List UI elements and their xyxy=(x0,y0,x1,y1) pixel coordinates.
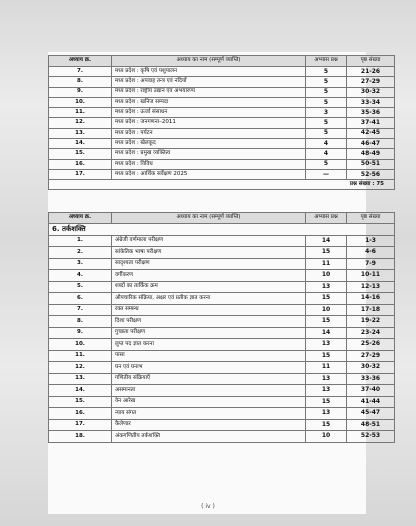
question-count: 3 xyxy=(306,108,347,118)
page-range: 27-29 xyxy=(347,77,395,87)
chapter-name: औपचारिक संक्रिया, अक्षर एवं प्रतीक ज्ञात करना xyxy=(112,293,306,305)
table-row xyxy=(49,419,395,431)
header-chapter-name: अध्याय का नाम (सम्पूर्ण व्याप्ति) xyxy=(112,213,306,224)
question-count: 15 xyxy=(306,419,347,431)
table-header-row xyxy=(49,213,395,224)
page-range: 52-56 xyxy=(347,169,395,179)
chapter-name: घन एवं घनाभ xyxy=(112,362,306,374)
chapter-no: 13. xyxy=(49,373,112,385)
chapter-no: 10. xyxy=(49,339,112,351)
table-row xyxy=(49,67,395,77)
question-count: 5 xyxy=(306,118,347,128)
table-row xyxy=(49,108,395,118)
question-count: 13 xyxy=(306,339,347,351)
table-row xyxy=(49,77,395,87)
table-row xyxy=(49,396,395,408)
table-row xyxy=(49,87,395,97)
table-row xyxy=(49,350,395,362)
question-count: 14 xyxy=(306,235,347,247)
page-range: 48-51 xyxy=(347,419,395,431)
chapter-no: 16. xyxy=(49,408,112,420)
question-count: 4 xyxy=(306,149,347,159)
chapter-name: कैलेण्डर xyxy=(112,419,306,431)
chapter-name: मध्य प्रदेश : राष्ट्रीय उद्यान एवं अभयारण्य xyxy=(112,87,306,97)
question-count: 5 xyxy=(306,159,347,169)
page-range: 42-45 xyxy=(347,128,395,138)
chapter-name: सांकेतिक भाषा परीक्षण xyxy=(112,247,306,259)
question-count: 5 xyxy=(306,77,347,87)
table-row xyxy=(49,408,395,420)
question-count: 5 xyxy=(306,87,347,97)
page-range: 37-41 xyxy=(347,118,395,128)
header-chapter-name: अध्याय का नाम (सम्पूर्ण व्याप्ति) xyxy=(112,56,306,67)
table-row xyxy=(49,362,395,374)
chapter-name: रक्त सम्बन्ध xyxy=(112,304,306,316)
chapter-no: 11. xyxy=(49,350,112,362)
header-questions: अभ्यास प्रश्न xyxy=(306,56,347,67)
table-row xyxy=(49,97,395,107)
chapter-no: 14. xyxy=(49,139,112,149)
chapter-name: गुच्छता परीक्षण xyxy=(112,327,306,339)
chapter-name: मध्य प्रदेश : विविध xyxy=(112,159,306,169)
table-header-row xyxy=(49,56,395,67)
table-row xyxy=(49,128,395,138)
chapter-no: 16. xyxy=(49,159,112,169)
page-range: 27-29 xyxy=(347,350,395,362)
chapter-no: 18. xyxy=(49,431,112,443)
page-range: 50-51 xyxy=(347,159,395,169)
page-number: ( iv ) xyxy=(201,503,215,510)
chapter-no: 14. xyxy=(49,385,112,397)
question-count: 10 xyxy=(306,270,347,282)
page-range: 33-36 xyxy=(347,373,395,385)
chapter-no: 12. xyxy=(49,362,112,374)
chapter-name: मध्य प्रदेश : पर्यटन xyxy=(112,128,306,138)
question-count: 15 xyxy=(306,396,347,408)
page-range: 52-53 xyxy=(347,431,395,443)
page-range: 35-36 xyxy=(347,108,395,118)
table-row xyxy=(49,373,395,385)
page-range: 30-32 xyxy=(347,362,395,374)
table-row xyxy=(49,270,395,282)
table-row xyxy=(49,247,395,259)
table-row xyxy=(49,118,395,128)
chapter-no: 12. xyxy=(49,118,112,128)
question-count: — xyxy=(306,169,347,179)
chapter-name: मध्य प्रदेश : खेलकूद xyxy=(112,139,306,149)
table-row xyxy=(49,149,395,159)
chapter-no: 13. xyxy=(49,128,112,138)
contents-table-1 xyxy=(48,55,395,190)
page-range: 17-18 xyxy=(347,304,395,316)
chapter-name: मध्य प्रदेश : प्रमुख व्यक्तित्व xyxy=(112,149,306,159)
chapter-name: अंग्रेजी वर्णमाला परीक्षण xyxy=(112,235,306,247)
table-row xyxy=(49,304,395,316)
chapter-no: 17. xyxy=(49,419,112,431)
chapter-no: 3. xyxy=(49,258,112,270)
page-range: 7-9 xyxy=(347,258,395,270)
chapter-name: मध्य प्रदेश : खनिज सम्पदा xyxy=(112,97,306,107)
chapter-name: न्याय संगत xyxy=(112,408,306,420)
table-row xyxy=(49,293,395,305)
page-range: 19-22 xyxy=(347,316,395,328)
question-count: 13 xyxy=(306,281,347,293)
section-title: 6. तर्कशक्ति xyxy=(49,224,395,236)
chapter-name: गणितीय संक्रियाएँ xyxy=(112,373,306,385)
question-count: 5 xyxy=(306,67,347,77)
question-count: 13 xyxy=(306,385,347,397)
header-chapter-no: अध्याय क्र. xyxy=(49,213,112,224)
question-count: 15 xyxy=(306,350,347,362)
question-count: 15 xyxy=(306,293,347,305)
section-heading-row xyxy=(49,224,395,236)
chapter-name: मध्य प्रदेश : ऊर्जा संसाधन xyxy=(112,108,306,118)
chapter-name: वेन आरेख xyxy=(112,396,306,408)
chapter-no: 7. xyxy=(49,304,112,316)
table-row xyxy=(49,316,395,328)
chapter-no: 15. xyxy=(49,149,112,159)
page-range: 45-47 xyxy=(347,408,395,420)
question-count: 13 xyxy=(306,373,347,385)
page-range: 23-24 xyxy=(347,327,395,339)
chapter-name: दिशा परीक्षण xyxy=(112,316,306,328)
chapter-no: 5. xyxy=(49,281,112,293)
chapter-name: मध्य प्रदेश : जनगणना–2011 xyxy=(112,118,306,128)
table-row xyxy=(49,235,395,247)
page-range: 46-47 xyxy=(347,139,395,149)
table-row xyxy=(49,431,395,443)
question-count: 11 xyxy=(306,362,347,374)
chapter-name: लुप्त पद ज्ञात करना xyxy=(112,339,306,351)
page-range: 4-6 xyxy=(347,247,395,259)
chapter-name: सादृश्यता परीक्षण xyxy=(112,258,306,270)
chapter-no: 11. xyxy=(49,108,112,118)
page-range: 37-40 xyxy=(347,385,395,397)
chapter-no: 2. xyxy=(49,247,112,259)
page-range: 41-44 xyxy=(347,396,395,408)
header-questions: अभ्यास प्रश्न xyxy=(306,213,347,224)
chapter-no: 4. xyxy=(49,270,112,282)
chapter-name: शब्दों का तार्किक क्रम xyxy=(112,281,306,293)
chapter-name: अंकगणितीय तर्कशक्ति xyxy=(112,431,306,443)
chapter-no: 1. xyxy=(49,235,112,247)
question-count: 14 xyxy=(306,327,347,339)
table-row xyxy=(49,258,395,270)
chapter-name: असमानता xyxy=(112,385,306,397)
total-row xyxy=(49,180,395,190)
page-range: 48-49 xyxy=(347,149,395,159)
chapter-name: मध्य प्रदेश : कृषि एवं पशुपालन xyxy=(112,67,306,77)
page-range: 12-13 xyxy=(347,281,395,293)
chapter-no: 6. xyxy=(49,293,112,305)
question-count: 5 xyxy=(306,97,347,107)
table-row xyxy=(49,159,395,169)
question-count: 10 xyxy=(306,304,347,316)
question-count: 15 xyxy=(306,316,347,328)
table-row xyxy=(49,281,395,293)
page-range: 14-16 xyxy=(347,293,395,305)
total-questions: प्रश्न संख्या : 75 xyxy=(49,180,395,190)
question-count: 5 xyxy=(306,128,347,138)
question-count: 15 xyxy=(306,247,347,259)
chapter-no: 9. xyxy=(49,327,112,339)
page-range: 1-3 xyxy=(347,235,395,247)
header-pages: पृष्ठ संख्या xyxy=(347,213,395,224)
chapter-no: 9. xyxy=(49,87,112,97)
chapter-no: 8. xyxy=(49,77,112,87)
question-count: 13 xyxy=(306,408,347,420)
chapter-name: मध्य प्रदेश : आर्थिक सर्वेक्षण 2025 xyxy=(112,169,306,179)
page-range: 10-11 xyxy=(347,270,395,282)
page-range: 30-32 xyxy=(347,87,395,97)
chapter-name: पासा xyxy=(112,350,306,362)
table-row xyxy=(49,339,395,351)
page-range: 33-34 xyxy=(347,97,395,107)
chapter-name: वर्गीकरण xyxy=(112,270,306,282)
chapter-no: 15. xyxy=(49,396,112,408)
page-range: 21-26 xyxy=(347,67,395,77)
header-chapter-no: अध्याय क्र. xyxy=(49,56,112,67)
chapter-name: मध्य प्रदेश : अपवाह तन्त्र एवं नदियाँ xyxy=(112,77,306,87)
page-range: 25-26 xyxy=(347,339,395,351)
table-row xyxy=(49,169,395,179)
table-row xyxy=(49,327,395,339)
question-count: 10 xyxy=(306,431,347,443)
header-pages: पृष्ठ संख्या xyxy=(347,56,395,67)
chapter-no: 10. xyxy=(49,97,112,107)
table-row xyxy=(49,139,395,149)
chapter-no: 8. xyxy=(49,316,112,328)
question-count: 4 xyxy=(306,139,347,149)
contents-table-2 xyxy=(48,212,395,443)
table-row xyxy=(49,385,395,397)
chapter-no: 7. xyxy=(49,67,112,77)
question-count: 11 xyxy=(306,258,347,270)
chapter-no: 17. xyxy=(49,169,112,179)
